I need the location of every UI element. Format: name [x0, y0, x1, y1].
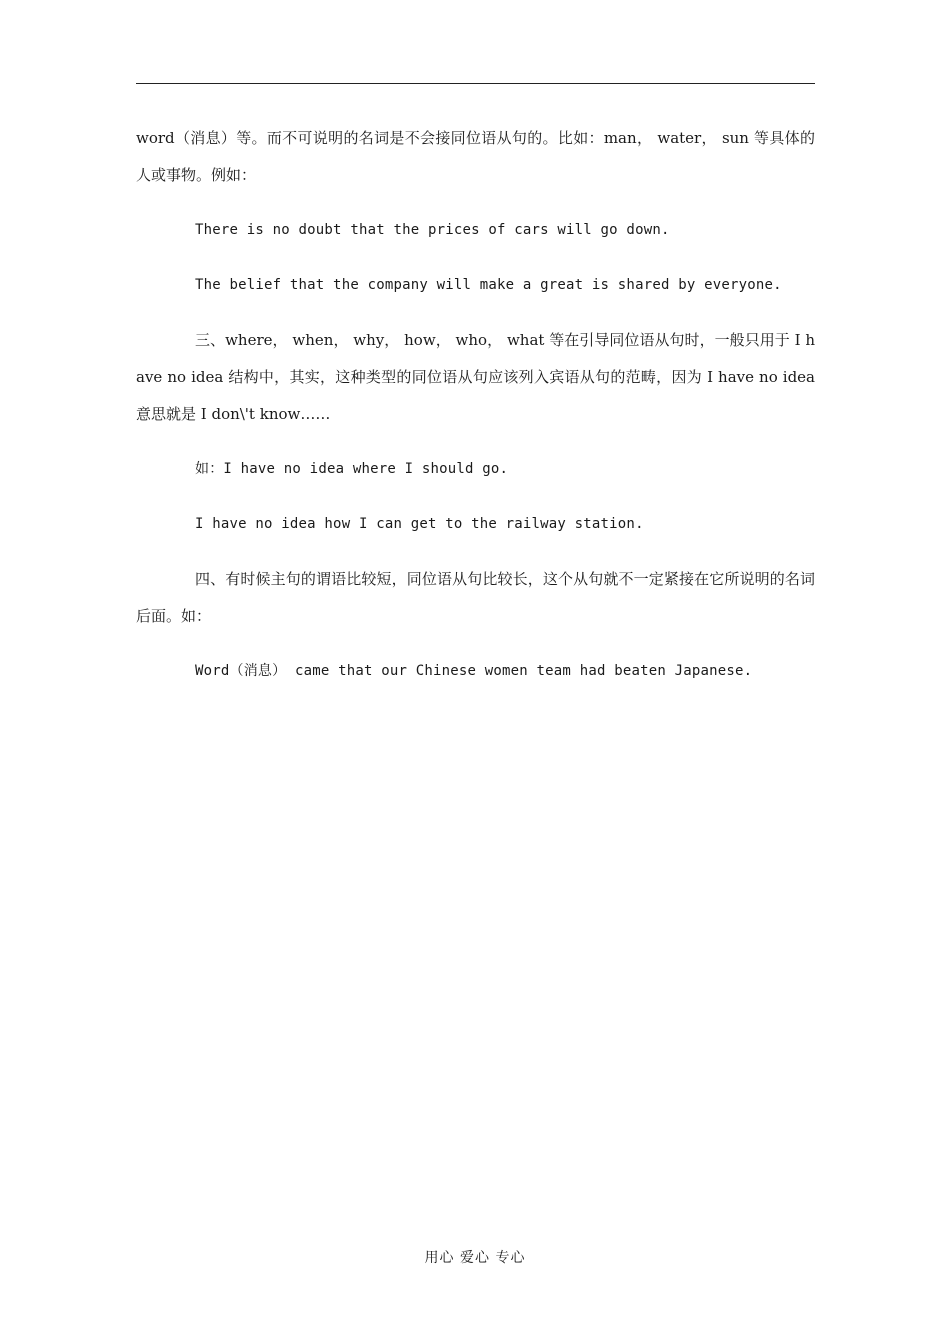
page-footer: 用心 爱心 专心	[424, 1250, 526, 1266]
example-sentence-belief: The belief that the company will make a great is shared by everyone.	[195, 277, 782, 293]
example-sentence-railway: I have no idea how I can get to the railway station.	[195, 516, 644, 532]
document-body	[136, 120, 815, 708]
example-sentence-doubt: There is no doubt that the prices of cars will go down.	[195, 222, 670, 238]
example-sentence-word-came: Word（消息） came that our Chinese women team had beaten Japanese.	[195, 663, 753, 679]
header-rule	[136, 83, 815, 84]
paragraph-noun-explanation: word（消息）等。而不可说明的名词是不会接同位语从句的。比如：man， water， sun 等具体的人或事物。例如：	[136, 129, 815, 184]
paragraph-point-three: 三、where， when， why， how， who， what 等在引导同位语从句时，一般只用于 I have no idea 结构中，其实，这种类型的同位语从句应该列入宾语从句的范畴，因为 I have no idea 意思就是 I don\'t know……	[136, 331, 815, 423]
paragraph-point-four: 四、有时候主句的谓语比较短，同位语从句比较长，这个从句就不一定紧接在它所说明的名词后面。如：	[136, 570, 815, 625]
example-sentence-where: 如：I have no idea where I should go.	[195, 461, 509, 477]
